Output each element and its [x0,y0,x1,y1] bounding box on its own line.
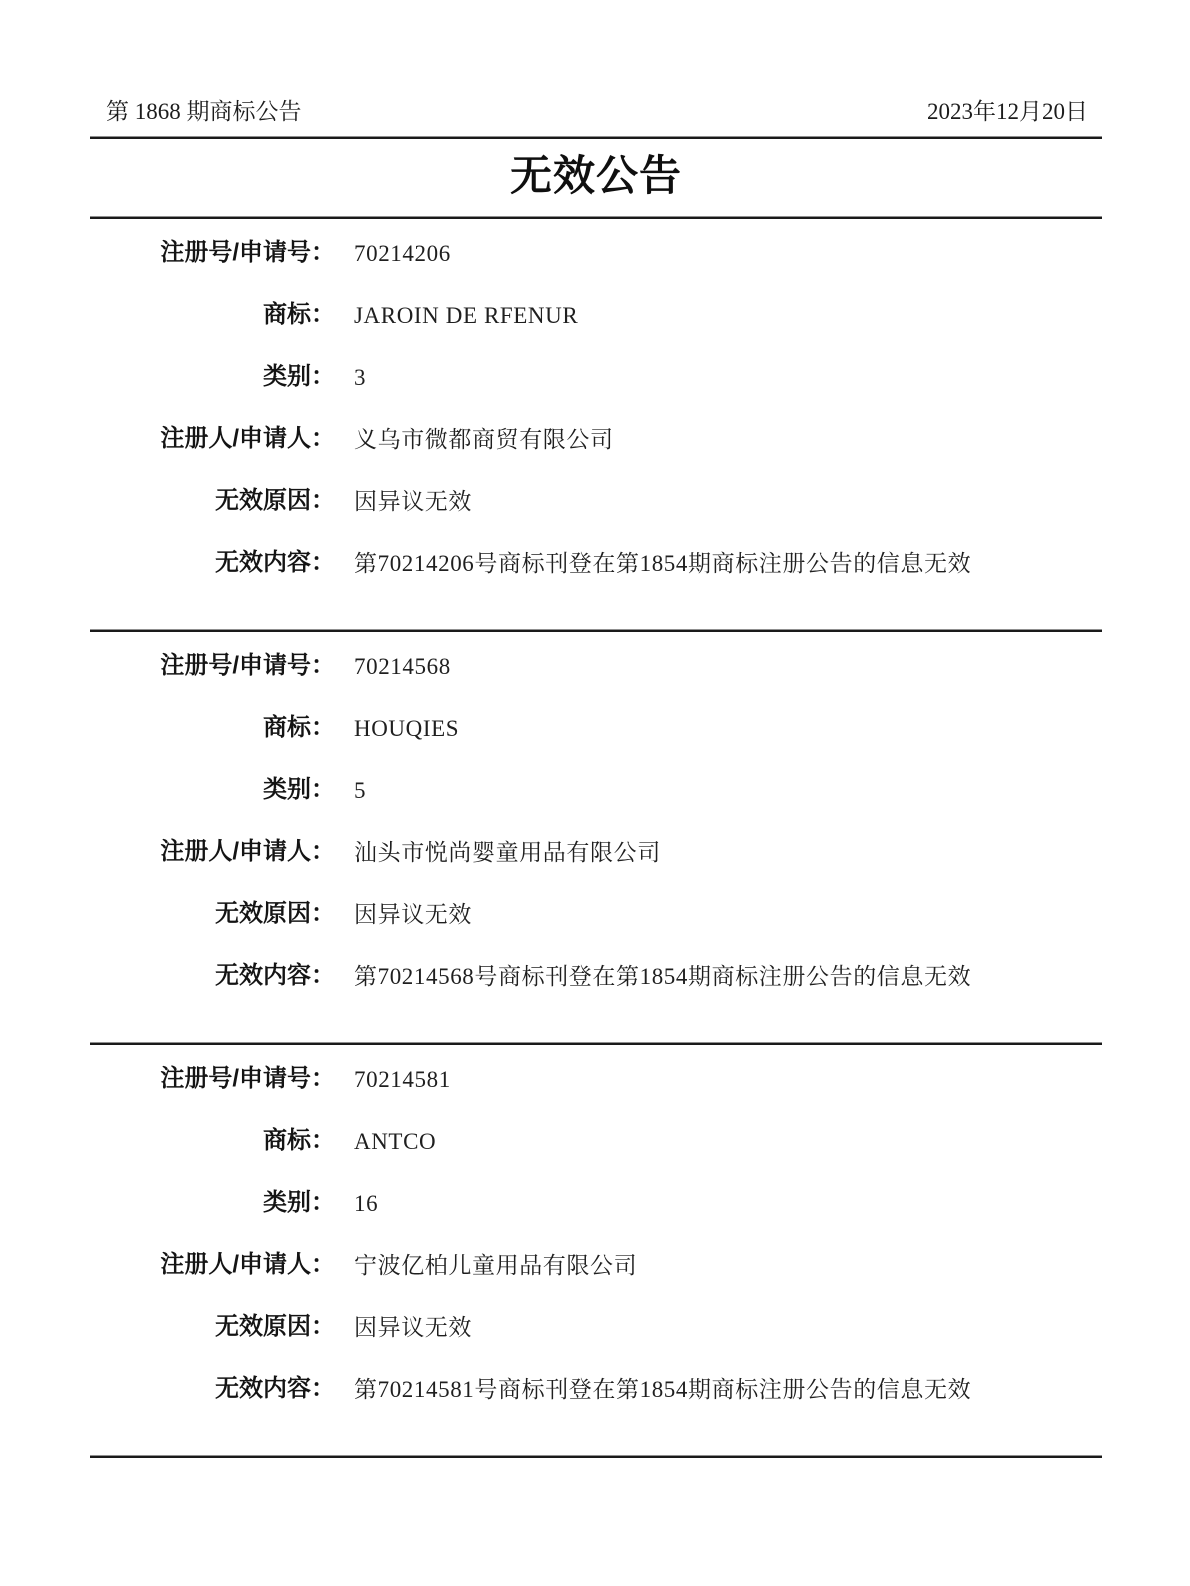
registrant-row [90,423,1102,463]
page-title: 无效公告 [509,152,682,199]
content-value: 第70214206号商标刊登在第1854期商标注册公告的信息无效 [354,551,972,576]
reg-no-value: 70214581 [354,1067,451,1092]
trademark-row [90,299,1102,339]
registrant-value: 义乌市微都商贸有限公司 [354,427,614,452]
page-header [90,0,1102,136]
content-row [90,960,1102,1000]
trademark-label: 商标： [263,1127,335,1154]
category-value: 3 [354,365,367,390]
reg-no-value: 70214206 [354,241,451,266]
content-label: 无效内容： [215,1375,335,1402]
bottom-rule [90,1455,1102,1458]
content-label: 无效内容： [215,962,335,989]
reason-value: 因异议无效 [354,489,472,514]
content-value: 第70214568号商标刊登在第1854期商标注册公告的信息无效 [354,964,972,989]
reason-label: 无效原因： [215,487,335,514]
trademark-value: HOUQIES [354,716,460,741]
content-label: 无效内容： [215,549,335,576]
reason-row [90,485,1102,525]
trademark-value: ANTCO [354,1129,437,1154]
reason-row [90,1311,1102,1351]
gazette-issue: 第 1868 期商标公告 [106,99,302,124]
reason-label: 无效原因： [215,1313,335,1340]
registrant-value: 宁波亿柏儿童用品有限公司 [354,1253,638,1278]
reg-no-row [90,1063,1102,1103]
category-row [90,774,1102,814]
page-content [90,0,1102,1458]
reason-label: 无效原因： [215,900,335,927]
record-3 [90,1045,1102,1455]
registrant-label: 注册人/申请人： [160,1251,335,1278]
gazette-date: 2023年12月20日 [927,99,1088,124]
reason-row [90,898,1102,938]
category-label: 类别： [263,776,335,803]
content-value: 第70214581号商标刊登在第1854期商标注册公告的信息无效 [354,1377,972,1402]
content-row [90,1373,1102,1413]
registrant-label: 注册人/申请人： [160,838,335,865]
record-2 [90,632,1102,1042]
trademark-label: 商标： [263,714,335,741]
header-rule [90,136,1102,139]
reg-no-row [90,650,1102,690]
category-row [90,1187,1102,1227]
reg-no-label: 注册号/申请号： [160,1065,335,1092]
record-1 [90,219,1102,629]
category-label: 类别： [263,1189,335,1216]
trademark-value: JAROIN DE RFENUR [354,303,579,328]
reg-no-value: 70214568 [354,654,451,679]
trademark-label: 商标： [263,301,335,328]
registrant-row [90,1249,1102,1289]
category-row [90,361,1102,401]
trademark-row [90,1125,1102,1165]
category-value: 16 [354,1191,379,1216]
reason-value: 因异议无效 [354,902,472,927]
trademark-row [90,712,1102,752]
registrant-label: 注册人/申请人： [160,425,335,452]
category-label: 类别： [263,363,335,390]
registrant-row [90,836,1102,876]
content-row [90,547,1102,587]
reg-no-row [90,237,1102,277]
category-value: 5 [354,778,367,803]
reg-no-label: 注册号/申请号： [160,652,335,679]
reason-value: 因异议无效 [354,1315,472,1340]
reg-no-label: 注册号/申请号： [160,239,335,266]
registrant-value: 汕头市悦尚婴童用品有限公司 [354,840,661,865]
